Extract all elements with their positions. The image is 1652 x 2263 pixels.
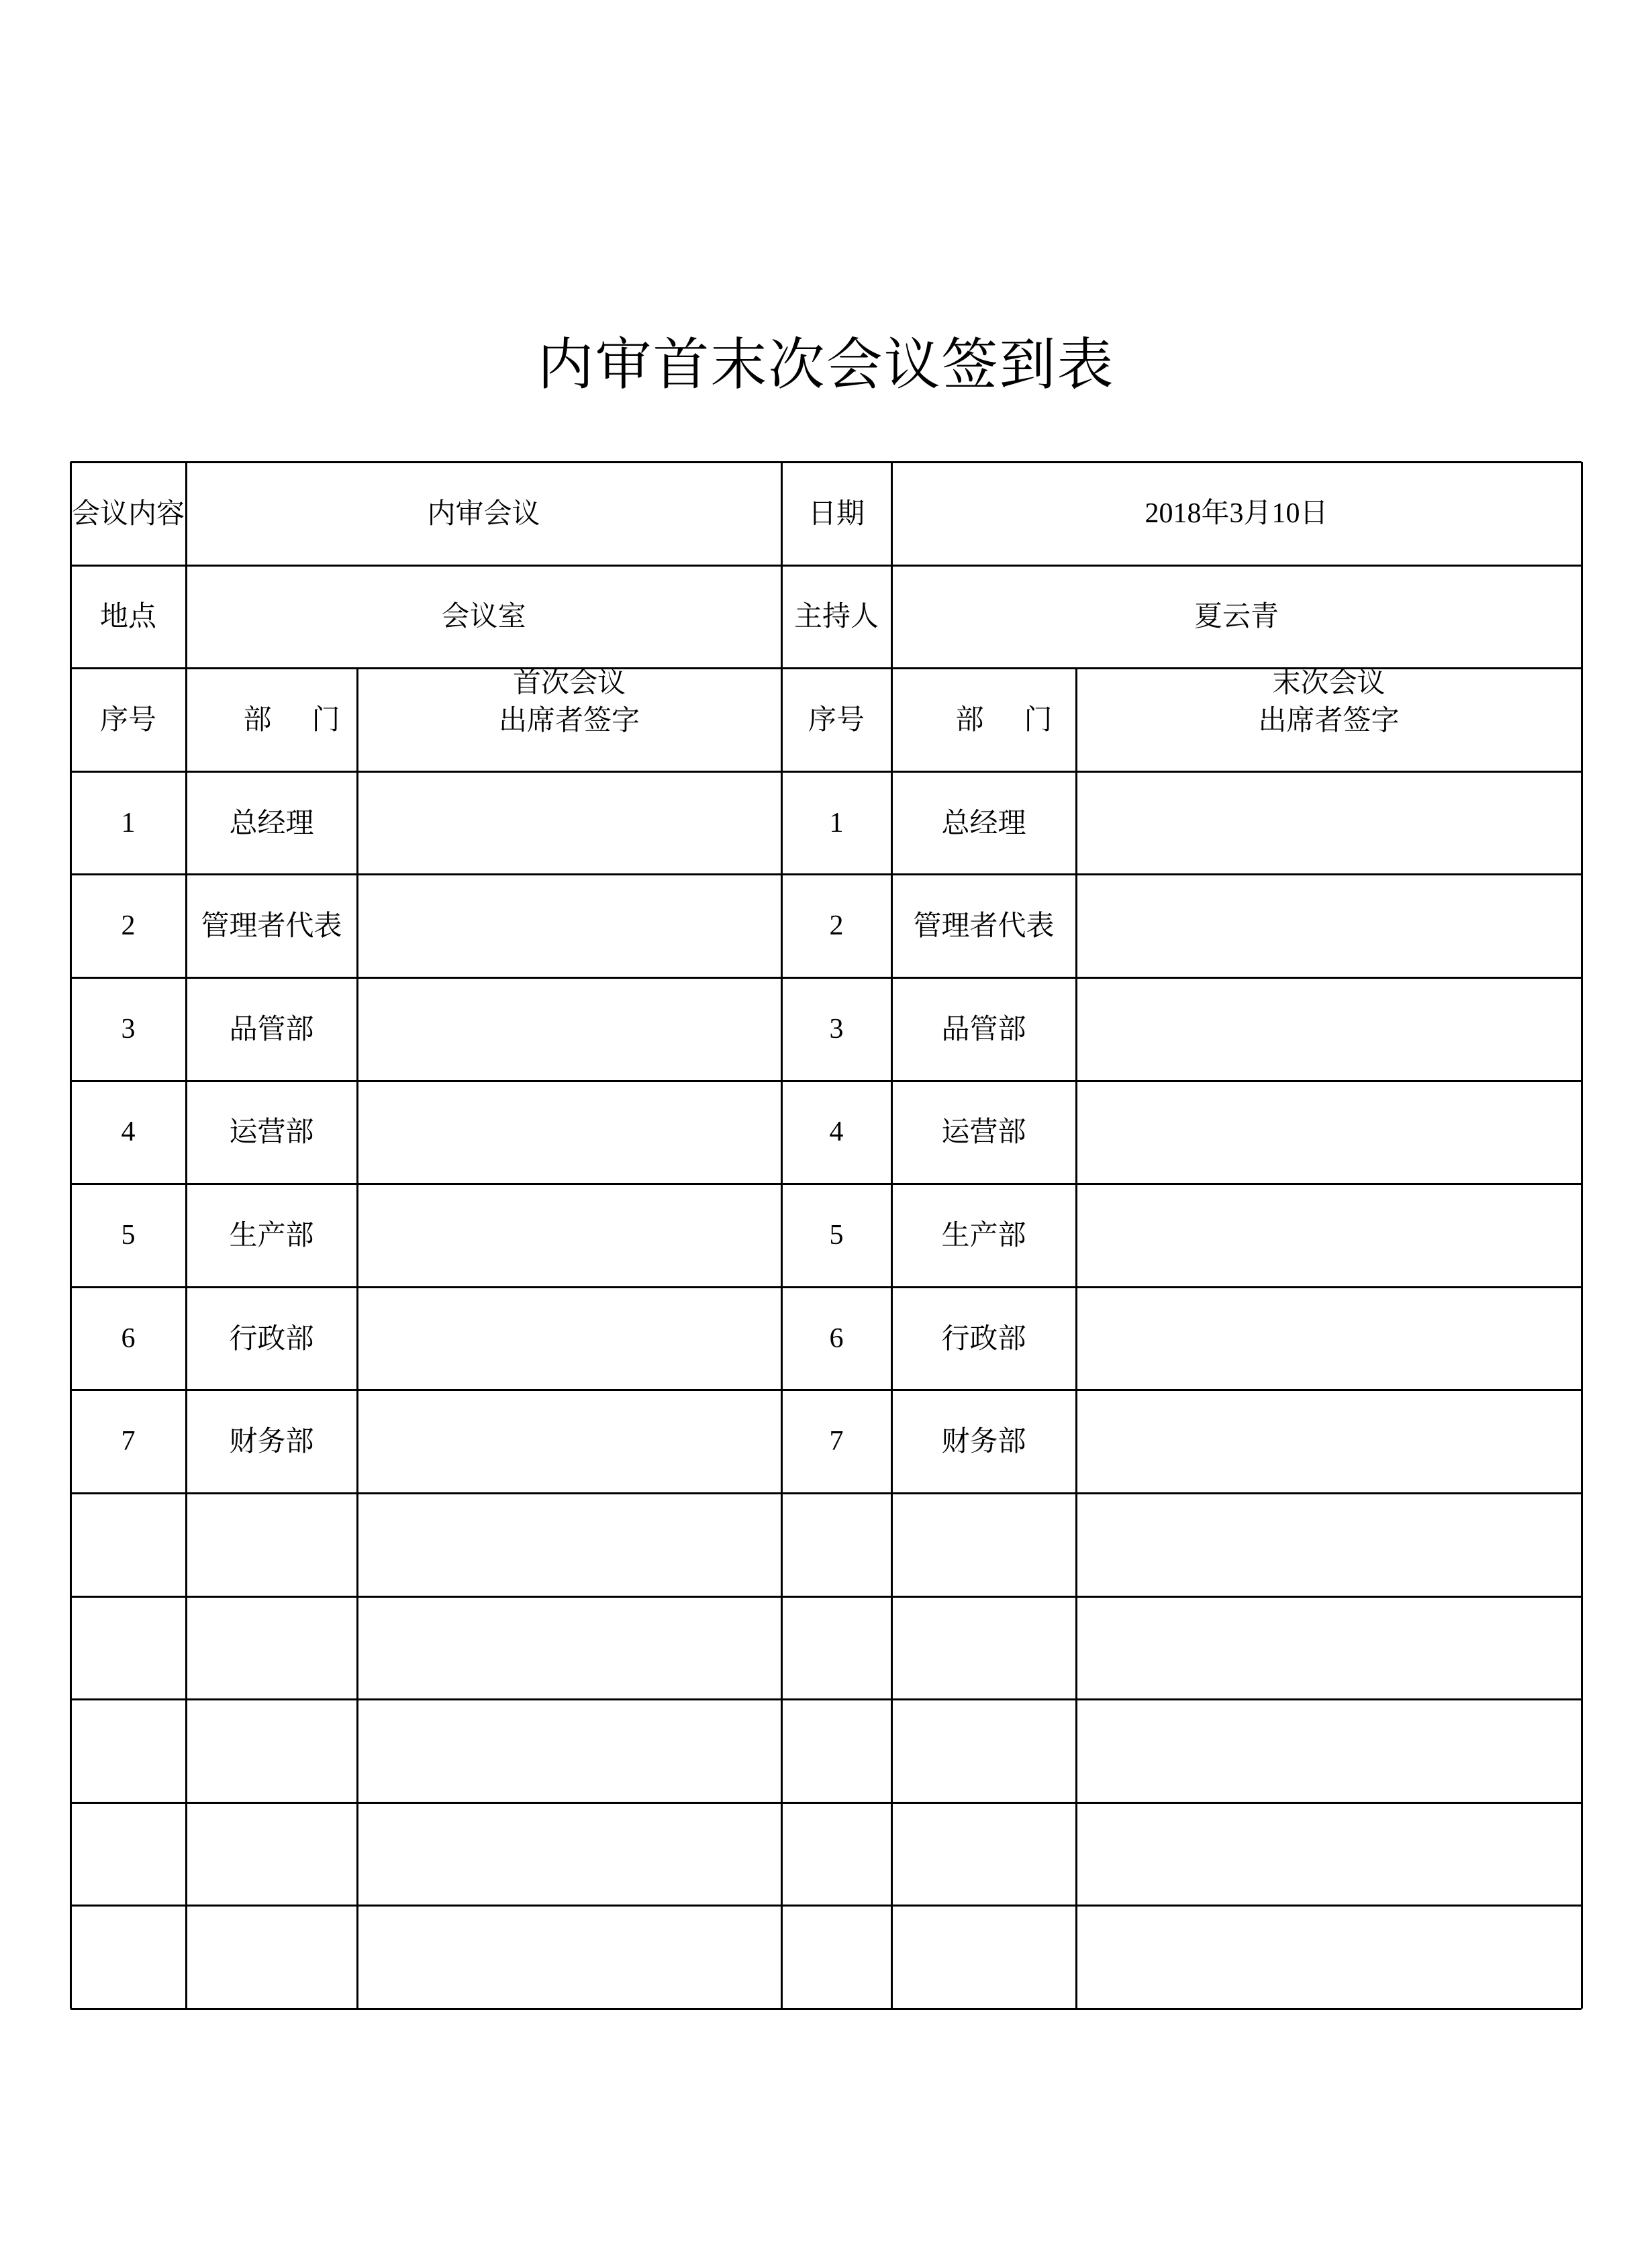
first-seq-cell: 6 bbox=[121, 1322, 136, 1354]
place-label: 地点 bbox=[99, 599, 156, 633]
first-seq-cell bbox=[70, 1699, 186, 1802]
first-dept-cell: 总经理 bbox=[229, 806, 314, 839]
last-dept-cell: 行政部 bbox=[941, 1321, 1026, 1355]
last-dept-cell: 财务部 bbox=[941, 1425, 1026, 1458]
last-dept-cell bbox=[891, 1699, 1076, 1802]
first-seq-cell bbox=[70, 1596, 186, 1700]
last-dept-cell: 品管部 bbox=[941, 1012, 1026, 1045]
last-seq-cell: 1 bbox=[829, 807, 844, 838]
last-signature-cell[interactable] bbox=[1076, 977, 1582, 1081]
first-meeting-signature-header bbox=[357, 664, 781, 767]
last-signature-cell[interactable] bbox=[1076, 1287, 1582, 1390]
first-signature-cell[interactable] bbox=[357, 771, 781, 875]
last-dept-cell: 总经理 bbox=[941, 806, 1026, 839]
last-seq-cell: 4 bbox=[829, 1116, 844, 1148]
last-dept-cell bbox=[891, 1596, 1076, 1700]
meeting-content-value: 内审会议 bbox=[427, 496, 540, 530]
last-signature-cell[interactable] bbox=[1076, 771, 1582, 875]
last-dept-cell bbox=[891, 1493, 1076, 1596]
first-dept-cell bbox=[186, 1493, 357, 1596]
first-dept-cell: 品管部 bbox=[229, 1012, 314, 1045]
place-value: 会议室 bbox=[441, 599, 526, 633]
first-signature-cell[interactable] bbox=[357, 1184, 781, 1287]
page-title: 内审首末次会议签到表 bbox=[537, 332, 1115, 397]
first-signature-cell[interactable] bbox=[357, 1905, 781, 2009]
seq-header-last: 序号 bbox=[808, 702, 865, 736]
first-dept-cell: 财务部 bbox=[229, 1425, 314, 1458]
first-signature-cell[interactable] bbox=[357, 1802, 781, 1906]
first-signature-cell[interactable] bbox=[357, 874, 781, 977]
last-seq-cell bbox=[781, 1493, 891, 1596]
first-signature-cell[interactable] bbox=[357, 1699, 781, 1802]
last-signature-cell[interactable] bbox=[1076, 1905, 1582, 2009]
first-seq-cell: 3 bbox=[121, 1013, 136, 1045]
last-signature-cell[interactable] bbox=[1076, 874, 1582, 977]
first-seq-cell bbox=[70, 1493, 186, 1596]
first-dept-cell bbox=[186, 1596, 357, 1700]
last-seq-cell: 3 bbox=[829, 1013, 844, 1045]
first-dept-cell bbox=[186, 1699, 357, 1802]
last-seq-cell bbox=[781, 1802, 891, 1906]
dept-header-first: 部门 bbox=[243, 702, 381, 736]
last-seq-cell: 7 bbox=[829, 1426, 844, 1457]
last-seq-cell: 2 bbox=[829, 910, 844, 942]
last-signature-cell[interactable] bbox=[1076, 1596, 1582, 1700]
first-seq-cell: 7 bbox=[121, 1426, 136, 1457]
first-seq-cell: 4 bbox=[121, 1116, 136, 1148]
last-seq-cell bbox=[781, 1699, 891, 1802]
last-seq-cell bbox=[781, 1596, 891, 1700]
last-seq-cell: 6 bbox=[829, 1322, 844, 1354]
last-signature-cell[interactable] bbox=[1076, 1699, 1582, 1802]
first-seq-cell bbox=[70, 1802, 186, 1906]
last-signature-cell[interactable] bbox=[1076, 1390, 1582, 1493]
first-signature-cell[interactable] bbox=[357, 1081, 781, 1184]
last-seq-cell: 5 bbox=[829, 1219, 844, 1251]
first-dept-cell bbox=[186, 1905, 357, 2009]
date-value: 2018年3月10日 bbox=[1145, 497, 1328, 529]
signature-header-line: 出席者签字 bbox=[498, 704, 640, 737]
first-seq-cell: 1 bbox=[121, 807, 136, 838]
host-label: 主持人 bbox=[793, 599, 879, 633]
dept-header-last: 部门 bbox=[955, 702, 1093, 736]
first-signature-cell[interactable] bbox=[357, 1287, 781, 1390]
last-signature-cell[interactable] bbox=[1076, 1802, 1582, 1906]
last-meeting-header-line: 末次会议 bbox=[1272, 666, 1386, 700]
first-seq-cell: 2 bbox=[121, 910, 136, 942]
host-value: 夏云青 bbox=[1194, 599, 1279, 633]
first-dept-cell bbox=[186, 1802, 357, 1906]
signin-table bbox=[70, 462, 1582, 2009]
seq-header-first: 序号 bbox=[99, 702, 156, 736]
first-dept-cell: 行政部 bbox=[229, 1321, 314, 1355]
last-dept-cell bbox=[891, 1802, 1076, 1906]
last-dept-cell: 管理者代表 bbox=[913, 909, 1055, 943]
signature-header-line: 出席者签字 bbox=[1258, 704, 1400, 737]
last-meeting-signature-header bbox=[1076, 664, 1582, 767]
first-meeting-header-line: 首次会议 bbox=[512, 666, 626, 700]
last-seq-cell bbox=[781, 1905, 891, 2009]
first-signature-cell[interactable] bbox=[357, 1493, 781, 1596]
first-dept-cell: 运营部 bbox=[229, 1115, 314, 1149]
first-dept-cell: 生产部 bbox=[229, 1218, 314, 1251]
first-signature-cell[interactable] bbox=[357, 1596, 781, 1700]
last-dept-cell bbox=[891, 1905, 1076, 2009]
first-signature-cell[interactable] bbox=[357, 977, 781, 1081]
last-dept-cell: 运营部 bbox=[941, 1115, 1026, 1149]
first-seq-cell bbox=[70, 1905, 186, 2009]
meeting-content-label: 会议内容 bbox=[71, 496, 185, 530]
last-signature-cell[interactable] bbox=[1076, 1493, 1582, 1596]
first-dept-cell: 管理者代表 bbox=[201, 909, 342, 943]
first-signature-cell[interactable] bbox=[357, 1390, 781, 1493]
first-seq-cell: 5 bbox=[121, 1219, 136, 1251]
last-signature-cell[interactable] bbox=[1076, 1184, 1582, 1287]
last-signature-cell[interactable] bbox=[1076, 1081, 1582, 1184]
last-dept-cell: 生产部 bbox=[941, 1218, 1026, 1251]
date-label: 日期 bbox=[808, 496, 865, 530]
